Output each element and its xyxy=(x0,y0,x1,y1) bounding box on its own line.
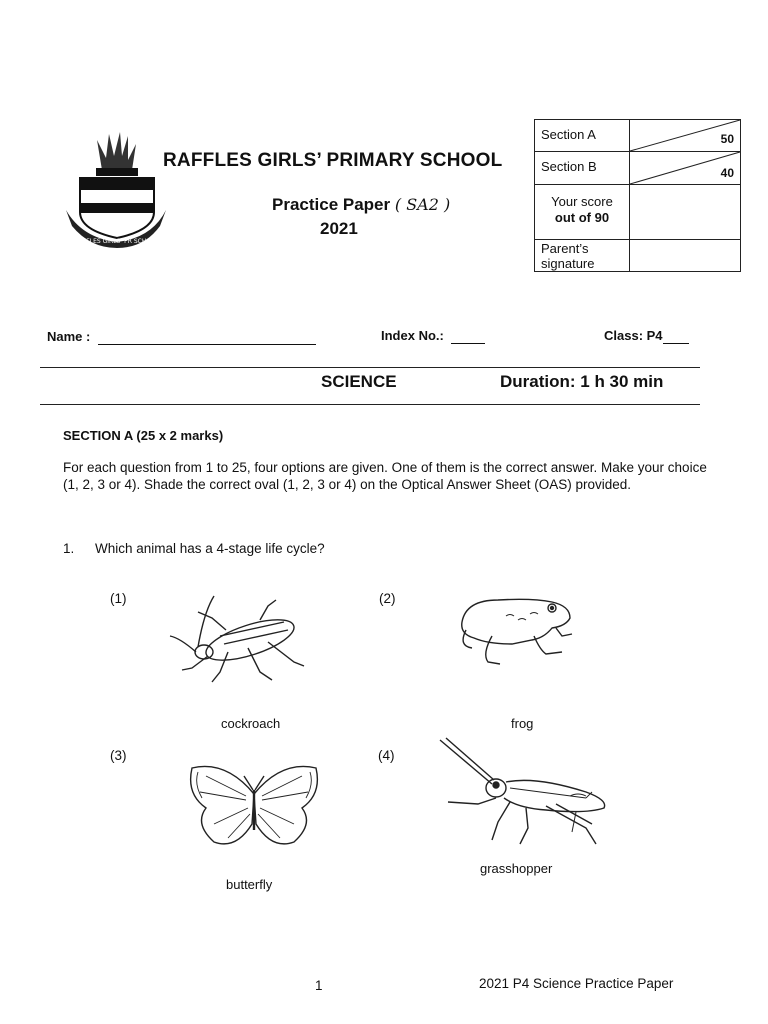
index-blank[interactable] xyxy=(451,328,485,344)
your-score-text: Your score xyxy=(551,194,613,209)
footer-paper-name: 2021 P4 Science Practice Paper xyxy=(479,976,674,991)
paper-handwritten-annotation: ( SA2 ) xyxy=(394,195,451,214)
option-2-caption: frog xyxy=(511,716,534,731)
section-b-score-cell[interactable] xyxy=(630,152,741,185)
cockroach-icon xyxy=(168,592,308,687)
class-label: Class: P4 xyxy=(604,328,663,343)
frog-icon xyxy=(452,592,580,668)
class-blank[interactable] xyxy=(663,328,689,344)
parent-signature-label: Parent’s signature xyxy=(535,240,630,272)
section-a-score-cell[interactable] xyxy=(630,120,741,152)
option-2-label[interactable]: (2) xyxy=(379,591,396,606)
section-b-label: Section B xyxy=(535,152,630,185)
option-3-caption: butterfly xyxy=(226,877,273,892)
divider-top xyxy=(40,367,700,368)
score-table xyxy=(534,119,741,272)
crest-motto: RAFFLES GIRLS’ PR SCHOOL xyxy=(74,238,160,245)
section-a-instructions: For each question from 1 to 25, four options are given. One of them is the correct answer. Make your choice (1, 2, 3 or 4). Shade the correct oval (1, 2, 3 or 4) on the Optical Answer Sheet (OAS) provided. xyxy=(63,460,707,492)
school-crest-logo xyxy=(62,130,170,248)
subject-title: SCIENCE xyxy=(321,372,397,391)
divider-bottom xyxy=(40,404,700,405)
exam-duration: Duration: 1 h 30 min xyxy=(500,372,664,391)
index-label: Index No.: xyxy=(381,328,444,343)
question-text: Which animal has a 4-stage life cycle? xyxy=(95,541,325,556)
total-score-cell[interactable] xyxy=(630,185,741,240)
name-field[interactable] xyxy=(47,329,316,345)
your-score-label xyxy=(535,185,630,240)
paper-title: Practice Paper xyxy=(272,195,391,214)
page-number: 1 xyxy=(315,978,323,993)
section-a-max: 50 xyxy=(720,132,734,146)
option-3-label[interactable]: (3) xyxy=(110,748,127,763)
class-field[interactable] xyxy=(604,328,689,344)
question-number: 1. xyxy=(63,541,75,556)
grasshopper-icon xyxy=(436,736,614,852)
out-of-text: out of 90 xyxy=(554,210,610,225)
index-field[interactable] xyxy=(381,328,485,344)
section-a-heading: SECTION A (25 x 2 marks) xyxy=(63,428,224,443)
paper-year: 2021 xyxy=(320,219,358,238)
name-blank[interactable] xyxy=(98,329,316,345)
option-1-label[interactable]: (1) xyxy=(110,591,127,606)
option-4-label[interactable]: (4) xyxy=(378,748,395,763)
school-name: RAFFLES GIRLS’ PRIMARY SCHOOL xyxy=(163,150,503,171)
name-label: Name : xyxy=(47,329,91,344)
option-4-caption: grasshopper xyxy=(480,861,553,876)
paper-title-line xyxy=(272,195,450,215)
option-1-caption: cockroach xyxy=(221,716,281,731)
section-a-label: Section A xyxy=(535,120,630,152)
butterfly-icon xyxy=(186,764,322,854)
parent-signature-cell[interactable] xyxy=(630,240,741,272)
section-b-max: 40 xyxy=(720,166,734,180)
